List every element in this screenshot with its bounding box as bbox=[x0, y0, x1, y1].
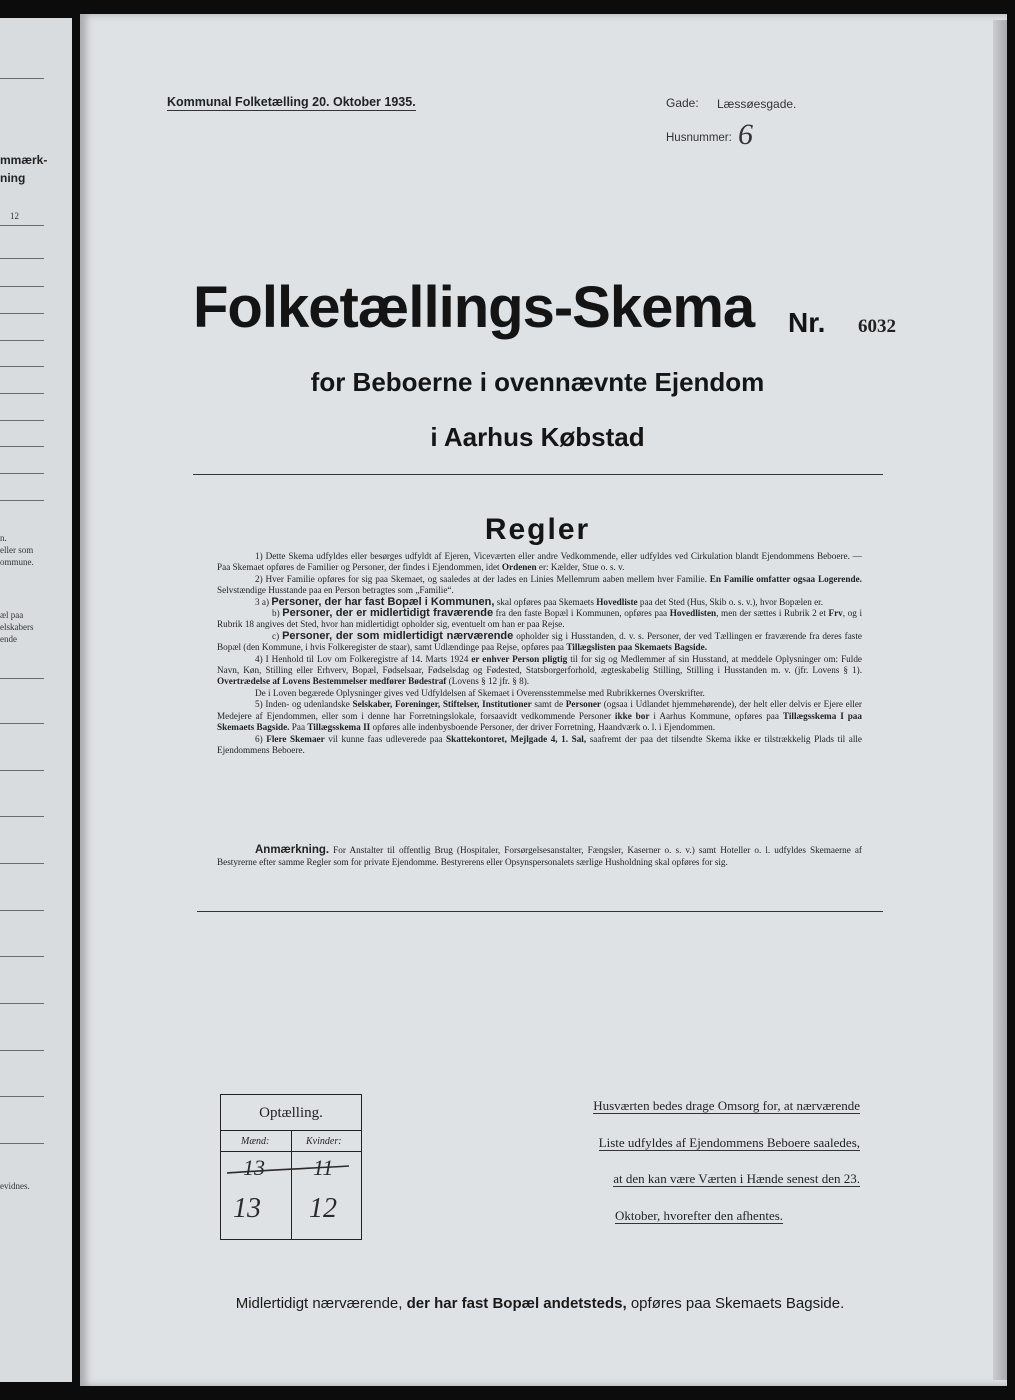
left-fragment: æl paa bbox=[0, 610, 24, 620]
rule-3b: b) Personer, der er midlertidigt fraværende fra den faste Bopæl i Kommunen, opføres paa Hovedlisten, men der sættes i Rubrik 2 et Frv, og i Rubrik 18 angives det Sted, hvor han midlertidigt opholder sig, eventuelt om han er paa Rejse. bbox=[217, 607, 862, 630]
tally-box bbox=[220, 1094, 362, 1240]
maend-label: Mænd: bbox=[241, 1136, 270, 1147]
strike-through-mark bbox=[225, 1159, 351, 1181]
notice-line: Oktober, hvorefter den afhentes. bbox=[614, 1207, 784, 1223]
divider bbox=[197, 911, 883, 912]
ruled-line bbox=[0, 286, 44, 287]
rule-6: 6) Flere Skemaer vil kunne faas udleverede paa Skattekontoret, Mejlgade 4, 1. Sal, saafremt der paa det tilsendte Skema ikke er tilstrækkelig Plads til alle Ejendommens Beboere. bbox=[217, 733, 863, 755]
ruled-line bbox=[0, 473, 44, 474]
left-page-heading bbox=[0, 151, 47, 187]
rule-4-note: De i Loven begærede Oplysninger gives ved Udfyldelsen af Skemaet i Overensstemmelse med Rubrikkernes Overskrifter. bbox=[255, 687, 705, 698]
kvinder-label: Kvinder: bbox=[306, 1136, 342, 1147]
notice-line: Liste udfyldes af Ejendommens Beboere saaledes, bbox=[598, 1134, 860, 1150]
ruled-line bbox=[0, 910, 44, 911]
notice-line: at den kan være Værten i Hænde senest den 23. bbox=[613, 1171, 860, 1186]
left-heading-line1: mmærk- bbox=[0, 153, 48, 167]
census-title: Kommunal Folketælling 20. Oktober 1935. bbox=[167, 95, 416, 109]
rules-section bbox=[217, 551, 862, 756]
anmaerkning-heading: Anmærkning. bbox=[255, 844, 330, 856]
rule-3c: c) Personer, der som midlertidigt nærværende opholder sig i Husstanden, d. v. s. Personer, der ved Tællingen er fraværende fra deres faste Bopæl (den Kommune, i hvis Folkeregister de staar), samt Udlændinge paa Rejse, opføres paa Tillægslisten paa Skemaets Bagside. bbox=[217, 629, 863, 653]
left-fragment: eller som bbox=[0, 545, 34, 555]
ruled-line bbox=[0, 723, 44, 724]
form-number-label: Nr. bbox=[788, 307, 826, 338]
left-col-number: 12 bbox=[10, 211, 19, 221]
ruled-line bbox=[0, 78, 44, 79]
ruled-line bbox=[0, 258, 44, 259]
husnummer-value: 6 bbox=[738, 118, 753, 151]
form-subtitle: for Beboerne i ovennævnte Ejendom bbox=[310, 367, 765, 397]
ruled-line bbox=[0, 420, 44, 421]
notice-line: Husværten bedes drage Omsorg for, at nærværende bbox=[593, 1098, 860, 1113]
gade-value: Læssøesgade. bbox=[717, 97, 797, 111]
maend-final-value: 13 bbox=[233, 1193, 261, 1224]
left-page-strip bbox=[0, 18, 72, 1382]
page-edge bbox=[993, 20, 1007, 1380]
ruled-line bbox=[0, 225, 44, 226]
left-fragment: ende bbox=[0, 634, 17, 644]
ruled-line bbox=[0, 340, 44, 341]
ruled-line bbox=[0, 1143, 44, 1144]
ruled-line bbox=[0, 1003, 44, 1004]
ruled-line bbox=[0, 816, 44, 817]
rules-heading: Regler bbox=[484, 513, 591, 546]
tally-title: Optælling. bbox=[259, 1105, 323, 1121]
husnummer-label: Husnummer: bbox=[666, 132, 732, 144]
rule-4: 4) I Henhold til Lov om Folkeregistre af 14. Marts 1924 er enhver Person pligtig til for sig og Medlemmer af sin Husstand, at meddele Oplysninger om: Fulde Navn, Køn, Stilling eller Erhverv, Bopæl, Fødselsaar, Fødselsdag og Fødested, Statsborgerforhold, ægteskabelig Stilling, Stilling i Husstanden m. v. (jfr. Lovens § 1). Overtrædelse af Lovens Bestemmelser medfører Bødestraf (Lovens § 12 jfr. § 8). bbox=[217, 653, 862, 687]
footer-note: Midlertidigt nærværende, der har fast Bopæl andetsteds, opføres paa Skemaets Bagside. bbox=[235, 1295, 845, 1312]
ruled-line bbox=[0, 770, 44, 771]
ruled-line bbox=[0, 313, 44, 314]
form-subtitle-city: i Aarhus Købstad bbox=[430, 422, 645, 452]
anmaerkning-section bbox=[217, 845, 862, 868]
ruled-line bbox=[0, 678, 44, 679]
left-fragment: evidnes. bbox=[0, 1181, 30, 1191]
form-number-value: 6032 bbox=[858, 316, 896, 337]
form-title: Folketællings-Skema bbox=[193, 275, 755, 340]
ruled-line bbox=[0, 500, 44, 501]
gade-label: Gade: bbox=[666, 96, 699, 110]
anmaerkning-text: Anmærkning. For Anstalter til offentlig Brug (Hospitaler, Forsørgelsesanstalter, Fængsler, Kaserner o. s. v.) samt Hoteller o. l. udfyldes Skemaerne af Bestyrerne efter samme Regler som for private Ejendomme. Bestyrerens eller Opsynspersonalets særlige Husholdning skal opføres for sig. bbox=[217, 844, 862, 867]
landlord-notice bbox=[520, 1098, 860, 1244]
left-fragment: elskabers bbox=[0, 622, 34, 632]
rule-1: 1) Dette Skema udfyldes eller besørges udfyldt af Ejeren, Viceværten eller andre Vedkommende, eller udfyldes ved Cirkulation blandt Ejendommens Beboere. — Paa Skemaet opføres de Familier og Personer, der findes i Ejendommen, idet Ordenen er: Kælder, Stue o. s. v. bbox=[217, 551, 862, 573]
ruled-line bbox=[0, 863, 44, 864]
rule-2: 2) Hver Familie opføres for sig paa Skemaet, og saaledes at der lades en Linies Mellemrum aaben mellem hver Familie. En Familie omfatter ogsaa Logerende. Selvstændige Husstande paa en Person betragtes som „Familie“. bbox=[217, 573, 862, 596]
rule-3a: 3 a) Personer, der har fast Bopæl i Kommunen, skal opføres paa Skemaets Hovedliste paa det Sted (Hus, Skib o. s. v.), hvor Bopælen er. bbox=[255, 595, 824, 608]
tally-column-divider bbox=[291, 1130, 292, 1239]
ruled-line bbox=[0, 956, 44, 957]
left-fragment: n. bbox=[0, 533, 7, 543]
ruled-line bbox=[0, 1050, 44, 1051]
left-heading-line2: ning bbox=[0, 171, 26, 185]
divider bbox=[193, 474, 883, 475]
ruled-line bbox=[0, 1096, 44, 1097]
maend-crossed-value: 13 bbox=[243, 1155, 265, 1180]
rule-5: 5) Inden- og udenlandske Selskaber, Foreninger, Stiftelser, Institutioner samt de Personer (ogsaa i Udlandet hjemmehørende), der helt eller delvis er Ejere eller Medejere af Ejendommen, eller som i denne har Forretningslokale, forsaavidt vedkommende Personer ikke bor i Aarhus Kommune, opføres paa Tillægsskema I paa Skemaets Bagside. Paa Tillægsskema II opføres alle indenbysboende Personer, der driver Forretning, Haandværk o. l. i Ejendommen. bbox=[217, 699, 862, 733]
left-fragment: ommune. bbox=[0, 557, 34, 567]
kvinder-final-value: 12 bbox=[309, 1193, 337, 1224]
kvinder-crossed-value: 11 bbox=[313, 1155, 334, 1180]
